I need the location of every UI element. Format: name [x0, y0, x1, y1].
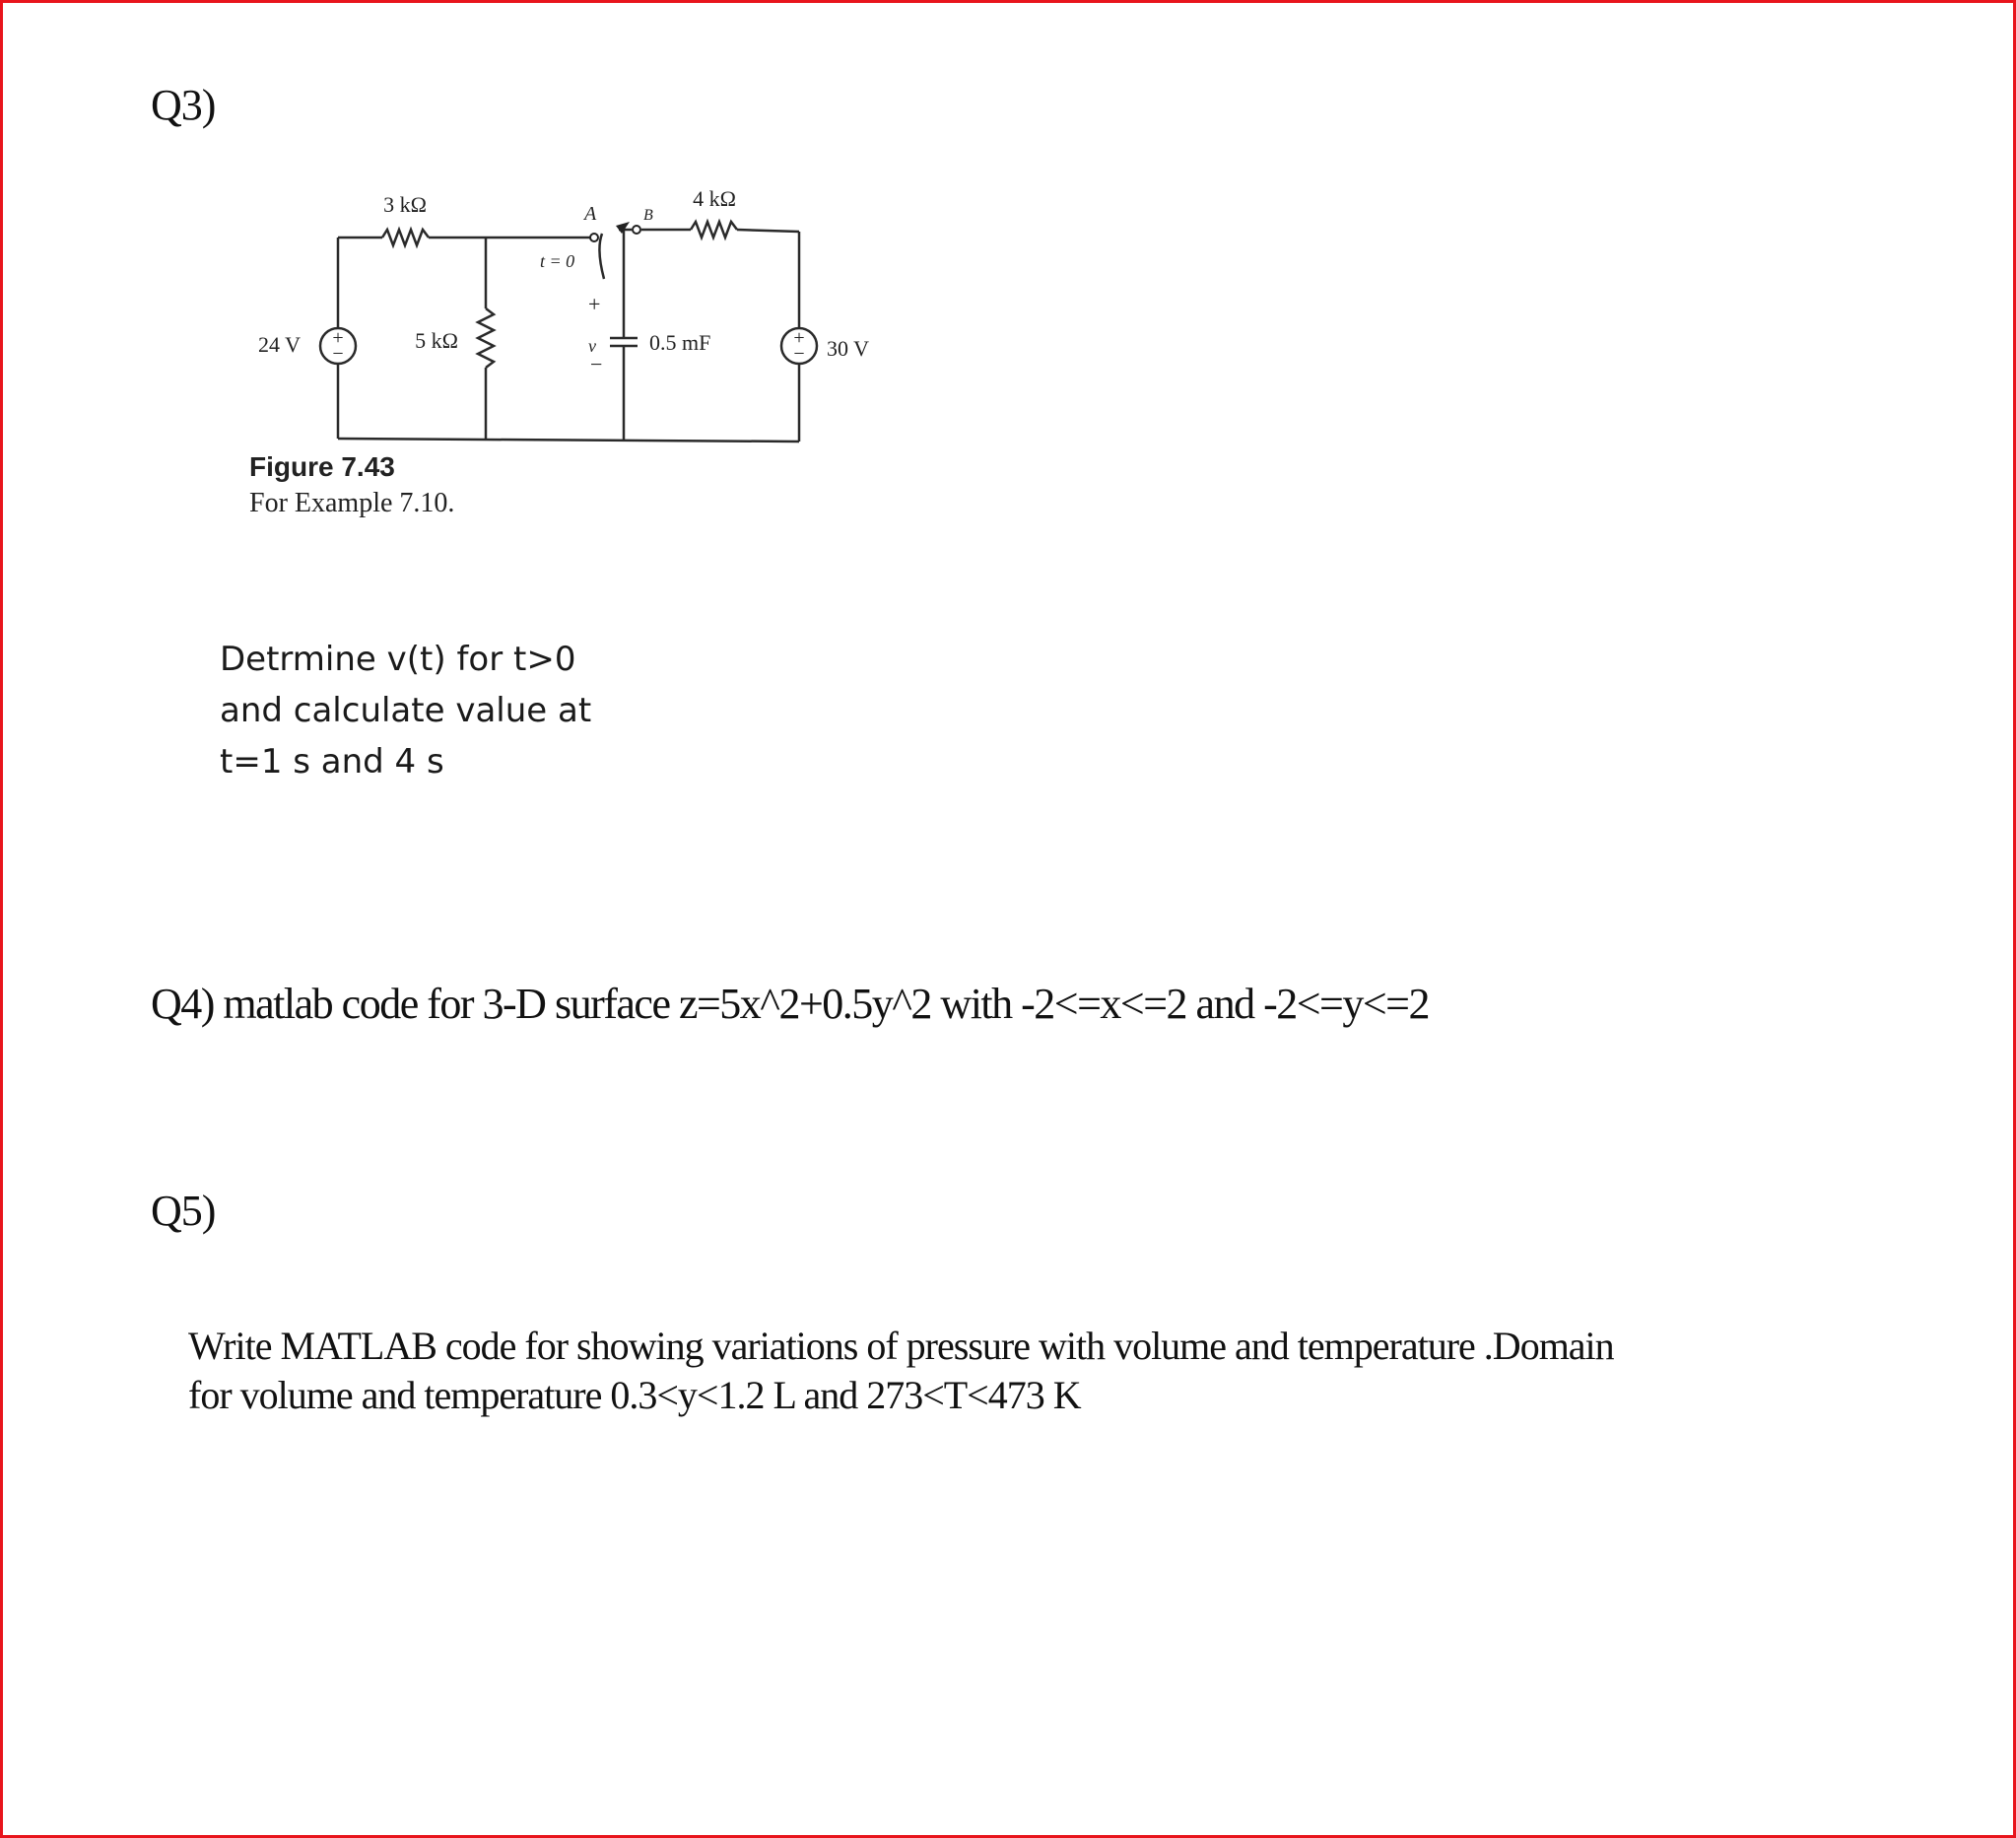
source-30v-label: 30 V — [827, 336, 869, 361]
node-a-label: A — [584, 203, 597, 225]
question-5-text — [188, 1322, 1863, 1420]
svg-text:−: − — [793, 343, 805, 365]
svg-text:−: − — [332, 343, 344, 365]
resistor-3k-label: 3 kΩ — [383, 192, 427, 217]
cap-plus-label: + — [588, 292, 601, 316]
capacitor-label: 0.5 mF — [649, 330, 711, 355]
question-3-label: Q3) — [151, 81, 216, 129]
figure-title: Figure 7.43 — [249, 451, 395, 482]
question-5-label: Q5) — [151, 1187, 216, 1235]
cap-voltage-label: v — [588, 336, 596, 356]
question-3-line: Detrmine v(t) for t>0 — [220, 640, 576, 679]
switch-time-label: t = 0 — [540, 251, 575, 271]
question-3-line: and calculate value at — [220, 691, 592, 730]
question-4-text: Q4) matlab code for 3-D surface z=5x^2+0.5y^2 with -2<=x<=2 and -2<=y<=2 — [151, 980, 1429, 1028]
resistor-4k-label: 4 kΩ — [693, 186, 736, 211]
question-3-text — [220, 634, 591, 787]
resistor-5k-label: 5 kΩ — [415, 328, 458, 353]
svg-text:+: + — [332, 327, 344, 349]
figure-caption: For Example 7.10. — [249, 488, 455, 518]
cap-minus-label: − — [590, 352, 603, 376]
svg-text:+: + — [793, 327, 805, 349]
node-b-label: B — [643, 207, 653, 224]
source-24v-label: 24 V — [258, 332, 301, 357]
question-3-line: t=1 s and 4 s — [220, 742, 444, 782]
question-5-line: for volume and temperature 0.3<y<1.2 L and 273<T<473 K — [188, 1373, 1081, 1417]
circuit-diagram — [151, 161, 1166, 594]
question-5-line: Write MATLAB code for showing variations of pressure with volume and temperature .Domain — [188, 1324, 1614, 1368]
